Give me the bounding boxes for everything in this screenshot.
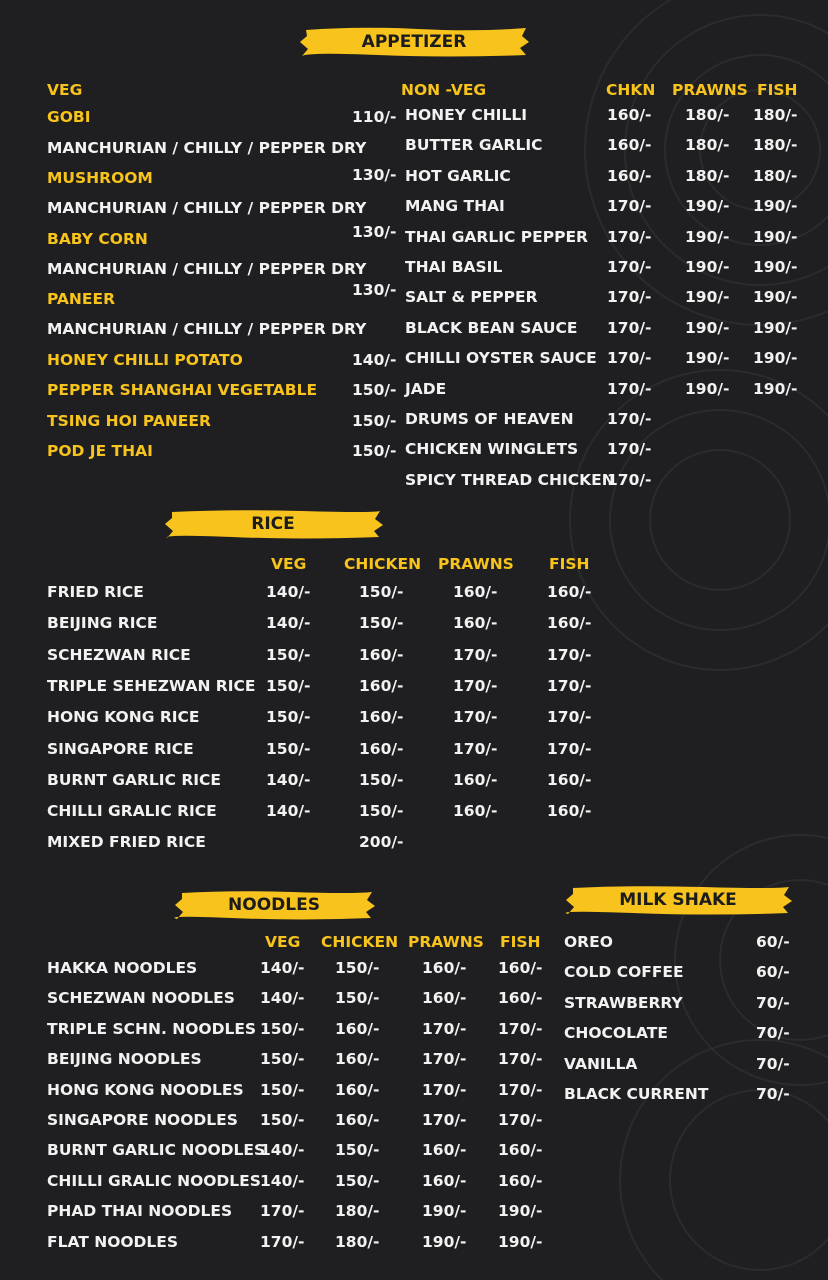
noodles-item-name: SCHEZWAN NOODLES <box>47 989 235 1008</box>
milkshake-item-price: 60/- <box>756 933 790 951</box>
veg-item-name: GOBI <box>47 108 91 126</box>
noodles-item-price: 160/- <box>422 1171 467 1190</box>
noodles-item-price: 160/- <box>422 959 467 977</box>
noodles-item-price: 170/- <box>260 1202 305 1221</box>
rice-item-price: 150/- <box>359 802 404 821</box>
rice-item-price: 150/- <box>359 770 404 789</box>
milkshake-title: MILK SHAKE <box>619 889 737 910</box>
veg-item-name: MUSHROOM <box>47 169 153 187</box>
rice-item-price: 160/- <box>359 739 404 758</box>
noodles-item-price: 170/- <box>498 1080 543 1099</box>
nonveg-item-price: 180/- <box>685 136 730 155</box>
noodles-item-price: 140/- <box>260 1141 305 1160</box>
nonveg-item-price: 170/- <box>607 440 652 459</box>
nonveg-item-price: 170/- <box>607 197 652 216</box>
nonveg-item-price: 190/- <box>753 197 798 216</box>
noodles-title: NOODLES <box>228 894 320 915</box>
nonveg-item-name: SPICY THREAD CHICKEN <box>405 470 615 489</box>
rice-item-name: HONG KONG RICE <box>47 708 200 727</box>
appetizer-col-fish: FISH <box>757 81 798 99</box>
rice-item-price: 170/- <box>453 708 498 727</box>
noodles-item-price: 190/- <box>422 1232 467 1251</box>
noodles-item-price: 160/- <box>422 989 467 1008</box>
veg-item-price: 150/- <box>352 442 397 460</box>
nonveg-item-price: 170/- <box>607 227 652 246</box>
rice-item-name: BURNT GARLIC RICE <box>47 770 222 789</box>
veg-item-price: 150/- <box>352 412 397 430</box>
noodles-item-name: HAKKA NOODLES <box>47 959 198 977</box>
rice-item-price: 160/- <box>547 770 592 789</box>
veg-item-name: MANCHURIAN / CHILLY / PEPPER DRY <box>47 260 367 278</box>
noodles-item-price: 170/- <box>422 1111 467 1129</box>
veg-item-name: POD JE THAI <box>47 442 153 460</box>
nonveg-item-price: 190/- <box>753 227 798 246</box>
veg-item-name: PANEER <box>47 290 116 308</box>
rice-item-price: 140/- <box>266 614 311 633</box>
rice-column-header: PRAWNS <box>438 555 514 573</box>
nonveg-item-price: 160/- <box>607 166 652 185</box>
nonveg-item-price: 190/- <box>753 258 798 276</box>
veg-item-price: 150/- <box>352 381 397 399</box>
noodles-item-price: 160/- <box>335 1111 380 1129</box>
noodles-item-price: 160/- <box>498 959 543 977</box>
appetizer-nonveg-header: NON -VEG <box>401 81 487 99</box>
noodles-item-price: 160/- <box>335 1019 380 1038</box>
nonveg-item-price: 190/- <box>753 318 798 337</box>
nonveg-item-price: 170/- <box>607 349 652 368</box>
nonveg-item-price: 190/- <box>685 288 730 307</box>
noodles-item-name: PHAD THAI NOODLES <box>47 1202 233 1221</box>
milkshake-item-name: OREO <box>564 933 613 951</box>
appetizer-banner <box>298 24 530 60</box>
rice-item-price: 170/- <box>453 739 498 758</box>
noodles-item-name: BEIJING NOODLES <box>47 1050 202 1069</box>
nonveg-item-price: 190/- <box>753 349 798 368</box>
milkshake-item-name: CHOCOLATE <box>564 1024 668 1043</box>
noodles-column-header: VEG <box>265 933 301 951</box>
noodles-item-price: 150/- <box>335 959 380 977</box>
rice-item-price: 160/- <box>453 770 498 789</box>
veg-item-name: PEPPER SHANGHAI VEGETABLE <box>47 381 318 399</box>
milkshake-item-price: 70/- <box>756 1085 790 1103</box>
noodles-item-price: 170/- <box>498 1019 543 1038</box>
noodles-column-header: CHICKEN <box>321 933 399 951</box>
nonveg-item-name: CHILLI OYSTER SAUCE <box>405 349 597 368</box>
noodles-item-name: TRIPLE SCHN. NOODLES <box>47 1019 257 1038</box>
nonveg-item-price: 190/- <box>753 379 798 398</box>
rice-item-price: 160/- <box>453 614 498 633</box>
rice-item-price: 160/- <box>453 802 498 821</box>
rice-column-header: VEG <box>271 555 307 573</box>
nonveg-item-name: THAI GARLIC PEPPER <box>405 227 588 246</box>
rice-item-price: 160/- <box>359 645 404 664</box>
rice-item-price: 150/- <box>266 708 311 727</box>
milkshake-item-price: 70/- <box>756 1054 790 1073</box>
rice-item-name: BEIJING RICE <box>47 614 158 633</box>
noodles-item-price: 150/- <box>260 1050 305 1069</box>
rice-item-price: 150/- <box>266 739 311 758</box>
rice-item-name: CHILLI GRALIC RICE <box>47 802 217 821</box>
veg-item-name: BABY CORN <box>47 230 148 248</box>
noodles-item-price: 160/- <box>335 1080 380 1099</box>
rice-item-name: SCHEZWAN RICE <box>47 645 191 664</box>
rice-title: RICE <box>251 513 295 534</box>
milkshake-item-price: 60/- <box>756 963 790 982</box>
rice-item-price: 150/- <box>359 583 404 601</box>
veg-item-price: 130/- <box>352 166 397 184</box>
rice-item-name: FRIED RICE <box>47 583 144 601</box>
rice-item-price: 150/- <box>266 676 311 695</box>
noodles-item-price: 160/- <box>498 1141 543 1160</box>
noodles-column-header: FISH <box>500 933 541 951</box>
rice-column-header: CHICKEN <box>344 555 422 573</box>
nonveg-item-price: 170/- <box>607 318 652 337</box>
rice-item-price: 170/- <box>547 676 592 695</box>
nonveg-item-price: 170/- <box>607 379 652 398</box>
nonveg-item-price: 190/- <box>685 258 730 276</box>
rice-item-price: 170/- <box>547 708 592 727</box>
nonveg-item-name: HOT GARLIC <box>405 166 511 185</box>
noodles-item-name: HONG KONG NOODLES <box>47 1080 244 1099</box>
nonveg-item-price: 190/- <box>685 379 730 398</box>
nonveg-item-price: 180/- <box>753 136 798 155</box>
nonveg-item-price: 170/- <box>607 470 652 489</box>
rice-item-price: 160/- <box>453 583 498 601</box>
nonveg-item-name: THAI BASIL <box>405 258 503 276</box>
rice-item-name: SINGAPORE RICE <box>47 739 194 758</box>
noodles-item-price: 150/- <box>335 989 380 1008</box>
appetizer-col-prawns: PRAWNS <box>672 81 748 99</box>
rice-item-price: 160/- <box>547 802 592 821</box>
rice-banner <box>162 506 384 542</box>
nonveg-item-price: 190/- <box>685 227 730 246</box>
veg-item-price: 110/- <box>352 108 397 126</box>
nonveg-item-price: 190/- <box>685 349 730 368</box>
noodles-item-name: BURNT GARLIC NOODLES <box>47 1141 266 1160</box>
nonveg-item-price: 180/- <box>685 166 730 185</box>
milkshake-item-name: COLD COFFEE <box>564 963 684 982</box>
milkshake-item-name: STRAWBERRY <box>564 993 683 1012</box>
noodles-item-price: 170/- <box>422 1050 467 1069</box>
noodles-banner <box>172 888 376 922</box>
noodles-item-price: 140/- <box>260 1171 305 1190</box>
noodles-item-price: 140/- <box>260 989 305 1008</box>
noodles-item-price: 170/- <box>260 1232 305 1251</box>
rice-item-price: 140/- <box>266 802 311 821</box>
rice-item-price: 150/- <box>266 645 311 664</box>
nonveg-item-name: SALT & PEPPER <box>405 288 538 307</box>
nonveg-item-price: 190/- <box>685 197 730 216</box>
milkshake-item-price: 70/- <box>756 1024 790 1043</box>
nonveg-item-price: 190/- <box>685 318 730 337</box>
milkshake-banner <box>563 883 793 917</box>
nonveg-item-name: HONEY CHILLI <box>405 106 527 124</box>
nonveg-item-price: 160/- <box>607 106 652 124</box>
nonveg-item-name: MANG THAI <box>405 197 505 216</box>
noodles-item-name: FLAT NOODLES <box>47 1232 179 1251</box>
nonveg-item-name: CHICKEN WINGLETS <box>405 440 579 459</box>
noodles-item-price: 140/- <box>260 959 305 977</box>
nonveg-item-price: 160/- <box>607 136 652 155</box>
noodles-item-price: 160/- <box>422 1141 467 1160</box>
noodles-item-price: 170/- <box>498 1111 543 1129</box>
nonveg-item-price: 170/- <box>607 258 652 276</box>
rice-item-price: 170/- <box>453 645 498 664</box>
noodles-item-price: 150/- <box>260 1111 305 1129</box>
veg-item-price: 140/- <box>352 351 397 369</box>
milkshake-item-name: BLACK CURRENT <box>564 1085 709 1103</box>
milkshake-item-price: 70/- <box>756 993 790 1012</box>
noodles-item-price: 170/- <box>498 1050 543 1069</box>
rice-item-price: 160/- <box>359 676 404 695</box>
rice-item-price: 160/- <box>547 583 592 601</box>
veg-item-name: MANCHURIAN / CHILLY / PEPPER DRY <box>47 139 367 157</box>
noodles-item-price: 170/- <box>422 1019 467 1038</box>
nonveg-item-name: DRUMS OF HEAVEN <box>405 410 574 428</box>
rice-item-price: 160/- <box>547 614 592 633</box>
noodles-item-price: 180/- <box>335 1232 380 1251</box>
noodles-item-price: 170/- <box>422 1080 467 1099</box>
veg-item-name: MANCHURIAN / CHILLY / PEPPER DRY <box>47 320 367 338</box>
appetizer-veg-header: VEG <box>47 81 83 99</box>
nonveg-item-price: 180/- <box>753 106 798 124</box>
nonveg-item-name: BUTTER GARLIC <box>405 136 543 155</box>
noodles-item-price: 150/- <box>335 1171 380 1190</box>
rice-item-price: 170/- <box>547 645 592 664</box>
noodles-item-name: CHILLI GRALIC NOODLES <box>47 1171 261 1190</box>
appetizer-col-chkn: CHKN <box>606 81 656 99</box>
noodles-item-price: 160/- <box>335 1050 380 1069</box>
noodles-item-price: 190/- <box>422 1202 467 1221</box>
rice-item-price: 140/- <box>266 583 311 601</box>
veg-item-name: MANCHURIAN / CHILLY / PEPPER DRY <box>47 199 367 217</box>
veg-item-name: HONEY CHILLI POTATO <box>47 351 243 369</box>
noodles-column-header: PRAWNS <box>408 933 484 951</box>
nonveg-item-price: 190/- <box>753 288 798 307</box>
noodles-item-price: 190/- <box>498 1232 543 1251</box>
appetizer-title: APPETIZER <box>361 31 467 52</box>
noodles-item-price: 160/- <box>498 989 543 1008</box>
rice-item-price: 170/- <box>453 676 498 695</box>
nonveg-item-price: 170/- <box>607 410 652 428</box>
nonveg-item-name: BLACK BEAN SAUCE <box>405 318 578 337</box>
nonveg-item-price: 170/- <box>607 288 652 307</box>
rice-column-header: FISH <box>549 555 590 573</box>
nonveg-item-price: 180/- <box>685 106 730 124</box>
rice-item-price: 140/- <box>266 770 311 789</box>
rice-item-name: MIXED FRIED RICE <box>47 833 206 852</box>
noodles-item-name: SINGAPORE NOODLES <box>47 1111 238 1129</box>
rice-item-name: TRIPLE SEHEZWAN RICE <box>47 676 256 695</box>
rice-item-price: 150/- <box>359 614 404 633</box>
noodles-item-price: 150/- <box>260 1080 305 1099</box>
veg-item-name: TSING HOI PANEER <box>47 412 211 430</box>
nonveg-item-name: JADE <box>405 379 447 398</box>
noodles-item-price: 160/- <box>498 1171 543 1190</box>
nonveg-item-price: 180/- <box>753 166 798 185</box>
noodles-item-price: 190/- <box>498 1202 543 1221</box>
rice-item-price: 170/- <box>547 739 592 758</box>
noodles-item-price: 150/- <box>260 1019 305 1038</box>
veg-item-price: 130/- <box>352 223 397 241</box>
noodles-item-price: 150/- <box>335 1141 380 1160</box>
milkshake-item-name: VANILLA <box>564 1054 638 1073</box>
rice-item-price: 160/- <box>359 708 404 727</box>
noodles-item-price: 180/- <box>335 1202 380 1221</box>
rice-item-price: 200/- <box>359 833 404 852</box>
veg-item-price: 130/- <box>352 281 397 299</box>
